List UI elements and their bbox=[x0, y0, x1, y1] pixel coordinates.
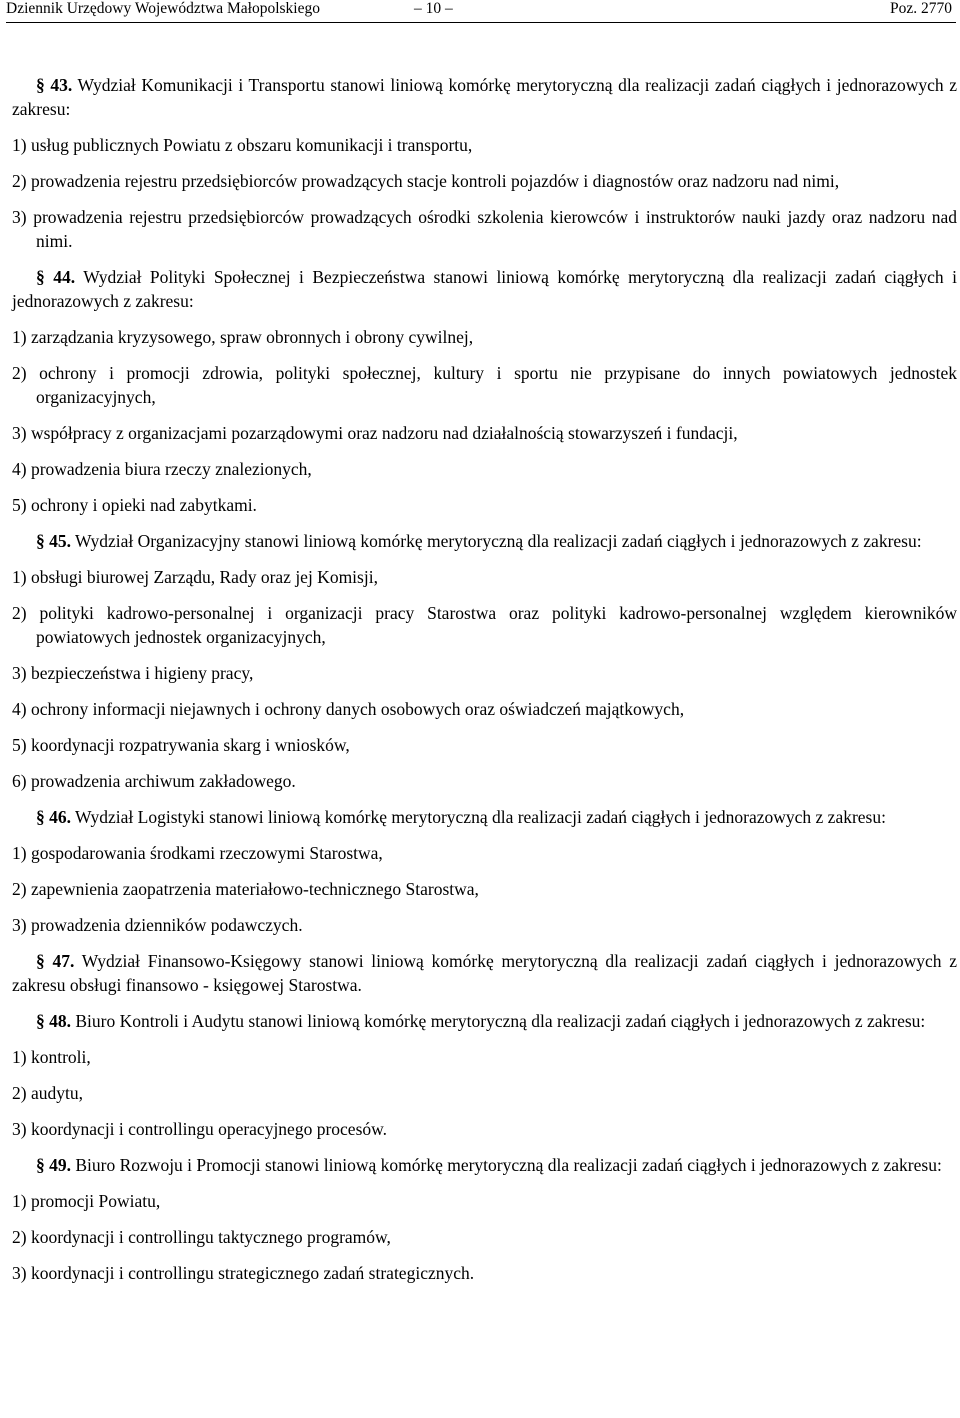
list-item: 4) prowadzenia biura rzeczy znalezionych, bbox=[12, 459, 312, 479]
section-mark: § 43. bbox=[36, 75, 73, 95]
list-item: 2) koordynacji i controllingu taktycznego programów, bbox=[12, 1227, 391, 1247]
list-item: 3) bezpieczeństwa i higieny pracy, bbox=[12, 663, 254, 683]
list-item: 3) współpracy z organizacjami pozarządowymi oraz nadzoru nad działalnością stowarzyszeń i fundacji, bbox=[12, 423, 738, 443]
document-body bbox=[12, 73, 957, 1285]
list-item: 2) ochrony i promocji zdrowia, polityki społecznej, kultury i sportu nie przypisane do innych powiatowych jednostek organizacyjnych, bbox=[12, 363, 957, 407]
list-item: 3) koordynacji i controllingu strategicznego zadań strategicznych. bbox=[12, 1263, 475, 1283]
list-item: 2) zapewnienia zaopatrzenia materiałowo-technicznego Starostwa, bbox=[12, 879, 479, 899]
list-item: 3) koordynacji i controllingu operacyjnego procesów. bbox=[12, 1119, 388, 1139]
page-number: – 10 – bbox=[414, 0, 453, 17]
list-item: 6) prowadzenia archiwum zakładowego. bbox=[12, 771, 296, 791]
section-45 bbox=[12, 529, 957, 553]
section-text: Biuro Rozwoju i Promocji stanowi liniową komórkę merytoryczną dla realizacji zadań ciągłych i jednorazowych z zakresu: bbox=[71, 1155, 942, 1175]
section-mark: § 44. bbox=[36, 267, 76, 287]
section-text: Wydział Logistyki stanowi liniową komórkę merytoryczną dla realizacji zadań ciągłych i jednorazowych z zakresu: bbox=[71, 807, 886, 827]
list-item: 5) koordynacji rozpatrywania skarg i wniosków, bbox=[12, 735, 350, 755]
section-text: Wydział Organizacyjny stanowi liniową komórkę merytoryczną dla realizacji zadań ciągłych i jednorazowych z zakresu: bbox=[71, 531, 922, 551]
list-item: 4) ochrony informacji niejawnych i ochrony danych osobowych oraz oświadczeń majątkowych, bbox=[12, 699, 685, 719]
section-mark: § 49. bbox=[36, 1155, 71, 1175]
list-item: 2) polityki kadrowo-personalnej i organizacji pracy Starostwa oraz polityki kadrowo-personalnej względem kierowników powiatowych jednostek organizacyjnych, bbox=[12, 603, 957, 647]
list-item: 1) kontroli, bbox=[12, 1047, 91, 1067]
section-mark: § 48. bbox=[36, 1011, 71, 1031]
list-item: 2) audytu, bbox=[12, 1083, 83, 1103]
list-item: 5) ochrony i opieki nad zabytkami. bbox=[12, 495, 257, 515]
section-text: Wydział Finansowo-Księgowy stanowi liniową komórkę merytoryczną dla realizacji zadań ciągłych i jednorazowych z zakresu obsługi finansowo - księgowej Starostwa. bbox=[12, 951, 957, 995]
list-item: 3) prowadzenia rejestru przedsiębiorców prowadzących ośrodki szkolenia kierowców i instruktorów nauki jazdy oraz nadzoru nad nimi. bbox=[12, 207, 957, 251]
journal-title: Dziennik Urzędowy Województwa Małopolskiego bbox=[6, 0, 320, 17]
section-text: Wydział Polityki Społecznej i Bezpieczeństwa stanowi liniową komórkę merytoryczną dla realizacji zadań ciągłych i jednorazowych z zakresu: bbox=[12, 267, 958, 311]
section-text: Biuro Kontroli i Audytu stanowi liniową komórkę merytoryczną dla realizacji zadań ciągłych i jednorazowych z zakresu: bbox=[71, 1011, 926, 1031]
list-item: 1) obsługi biurowej Zarządu, Rady oraz jej Komisji, bbox=[12, 567, 378, 587]
section-mark: § 46. bbox=[36, 807, 71, 827]
list-item: 3) prowadzenia dzienników podawczych. bbox=[12, 915, 303, 935]
section-mark: § 47. bbox=[36, 951, 75, 971]
position-number: Poz. 2770 bbox=[890, 0, 952, 17]
list-item: 1) zarządzania kryzysowego, spraw obronnych i obrony cywilnej, bbox=[12, 327, 474, 347]
list-item: 1) promocji Powiatu, bbox=[12, 1191, 161, 1211]
list-item: 1) gospodarowania środkami rzeczowymi Starostwa, bbox=[12, 843, 383, 863]
section-mark: § 45. bbox=[36, 531, 71, 551]
section-49 bbox=[12, 1153, 957, 1177]
section-46 bbox=[12, 805, 957, 829]
list-item: 1) usług publicznych Powiatu z obszaru komunikacji i transportu, bbox=[12, 135, 473, 155]
section-43 bbox=[12, 73, 957, 121]
section-47 bbox=[12, 949, 957, 997]
section-44 bbox=[12, 265, 957, 313]
page-header bbox=[6, 0, 956, 23]
section-48 bbox=[12, 1009, 957, 1033]
list-item: 2) prowadzenia rejestru przedsiębiorców prowadzących stacje kontroli pojazdów i diagnostów oraz nadzoru nad nimi, bbox=[12, 171, 840, 191]
section-text: Wydział Komunikacji i Transportu stanowi liniową komórkę merytoryczną dla realizacji zadań ciągłych i jednorazowych z zakresu: bbox=[12, 75, 957, 119]
